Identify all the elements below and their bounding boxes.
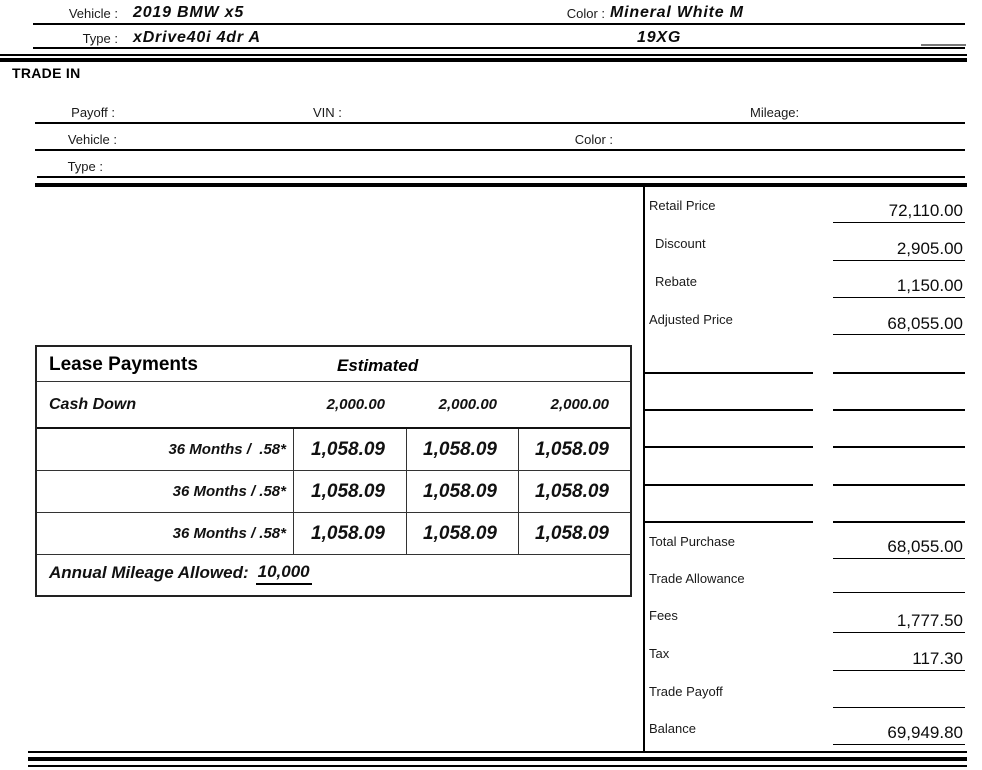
type-value: xDrive40i 4dr A xyxy=(133,29,261,46)
cash-down-row xyxy=(37,382,630,429)
lease-payment-value: 1,058.09 xyxy=(518,429,630,470)
pricing-label: Retail Price xyxy=(649,198,716,213)
trade-in-title: TRADE IN xyxy=(12,65,81,81)
blank-label-line xyxy=(643,521,813,523)
cash-down-value: 2,000.00 xyxy=(438,396,497,413)
blank-value-line xyxy=(833,446,965,448)
lease-payment-value: 1,058.09 xyxy=(406,471,518,512)
cash-down-value: 2,000.00 xyxy=(326,396,385,413)
lease-header xyxy=(37,347,630,382)
blank-label-line xyxy=(643,484,813,486)
pricing-value: 69,949.80 xyxy=(833,721,965,745)
lease-term-label: 36 Months / .58* xyxy=(172,483,286,500)
lease-term-label: 36 Months / .58* xyxy=(168,441,286,458)
pricing-label: Discount xyxy=(655,236,706,251)
pricing-value: 1,150.00 xyxy=(833,274,965,298)
pricing-value: 2,905.00 xyxy=(833,236,965,261)
lease-payment-value: 1,058.09 xyxy=(406,429,518,470)
blank-value-line xyxy=(833,484,965,486)
lease-payment-value: 1,058.09 xyxy=(406,513,518,554)
lease-payment-row xyxy=(37,471,630,513)
pricing-value xyxy=(833,684,965,708)
bottom-rule-thin-top xyxy=(28,751,967,753)
lease-title: Lease Payments xyxy=(49,354,198,375)
trade-mileage-label: Mileage: xyxy=(750,105,800,120)
color-label: Color : xyxy=(566,6,605,21)
pricing-label: Balance xyxy=(649,721,696,736)
trade-type-label: Type : xyxy=(67,159,103,174)
trade-payoff-label: Payoff : xyxy=(71,105,115,120)
cash-down-label: Cash Down xyxy=(49,395,137,413)
pricing-label: Fees xyxy=(649,608,678,623)
lease-payment-value: 1,058.09 xyxy=(293,471,406,512)
lease-payments-box xyxy=(35,345,632,597)
pricing-value: 68,055.00 xyxy=(833,534,965,559)
blank-value-line xyxy=(833,372,965,374)
trade-color-label: Color : xyxy=(574,132,613,147)
model-code: 19XG xyxy=(637,29,682,46)
pricing-label: Adjusted Price xyxy=(649,312,733,327)
trade-vin-label: VIN : xyxy=(313,105,342,120)
pricing-label: Tax xyxy=(649,646,670,661)
trade-vehicle-label: Vehicle : xyxy=(67,132,117,147)
lease-term-label: 36 Months / .58* xyxy=(172,525,286,542)
blank-label-line xyxy=(643,372,813,374)
pricing-value: 68,055.00 xyxy=(833,312,965,335)
blank-value-line xyxy=(833,521,965,523)
pricing-value: 117.30 xyxy=(833,646,965,671)
bottom-rule-thick xyxy=(28,757,967,762)
lease-payment-value: 1,058.09 xyxy=(518,513,630,554)
annual-mileage-row xyxy=(37,555,630,591)
annual-mileage-value: 10,000 xyxy=(256,562,312,585)
pricing-divider-line xyxy=(643,187,645,752)
pricing-value xyxy=(833,571,965,593)
blank-label-line xyxy=(643,409,813,411)
pricing-label: Total Purchase xyxy=(649,534,735,549)
pricing-value: 1,777.50 xyxy=(833,608,965,633)
pricing-column xyxy=(643,0,982,770)
lease-payment-value: 1,058.09 xyxy=(293,429,406,470)
lease-payment-row xyxy=(37,513,630,555)
annual-mileage-label: Annual Mileage Allowed: xyxy=(49,563,249,582)
pricing-label: Trade Payoff xyxy=(649,684,723,699)
bottom-rule-thin-bottom xyxy=(28,765,967,767)
lease-payment-value: 1,058.09 xyxy=(293,513,406,554)
vehicle-label: Vehicle : xyxy=(68,6,118,21)
pricing-label: Trade Allowance xyxy=(649,571,745,586)
pricing-value: 72,110.00 xyxy=(833,198,965,223)
color-value: Mineral White M xyxy=(610,4,744,21)
vehicle-value: 2019 BMW x5 xyxy=(133,4,245,21)
blank-value-line xyxy=(833,409,965,411)
lease-subtitle: Estimated xyxy=(337,356,419,375)
blank-label-line xyxy=(643,446,813,448)
cash-down-value: 2,000.00 xyxy=(550,396,609,413)
lease-payment-value: 1,058.09 xyxy=(518,471,630,512)
lease-payment-row xyxy=(37,429,630,471)
type-label: Type : xyxy=(82,31,118,46)
pricing-label: Rebate xyxy=(655,274,697,289)
